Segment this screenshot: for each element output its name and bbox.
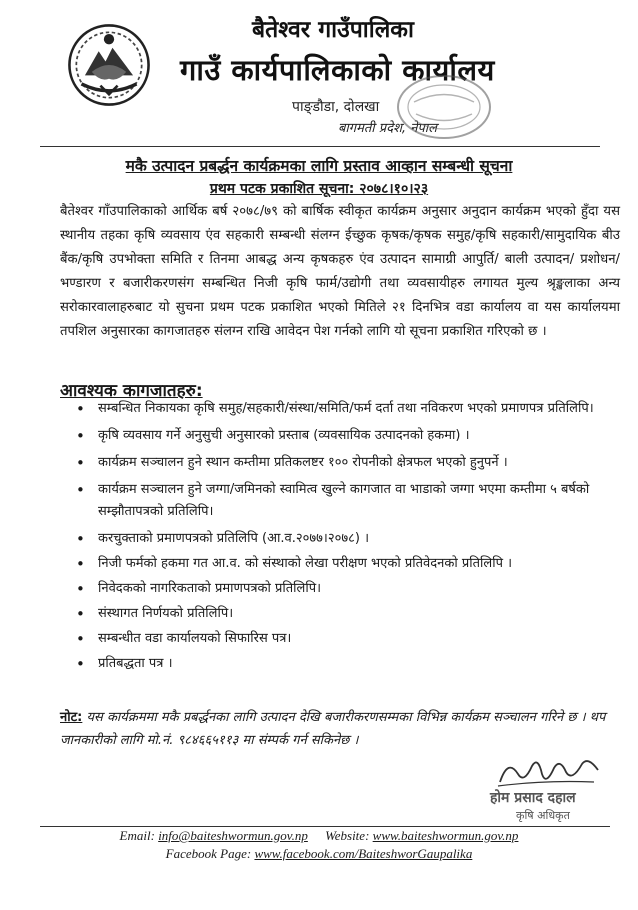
website-link[interactable]: www.baiteshwormun.gov.np: [372, 828, 519, 843]
footer-divider: [40, 826, 610, 827]
list-item: • निजी फर्मको हकमा गत आ.व. को संस्थाको लेखा परीक्षण भएको प्रतिवेदनको प्रतिलिपि ।: [72, 553, 612, 575]
office-name: गाउँ कार्यपालिकाको कार्यालय: [180, 53, 495, 87]
documents-heading: आवश्यक कागजातहरु:: [60, 381, 203, 401]
note-label: नोट:: [60, 710, 83, 725]
notice-publication-date: प्रथम पटक प्रकाशित सूचना: २०७८।१०।२३: [209, 181, 429, 197]
notice-body: बैतेश्वर गाँउपालिकाको आर्थिक बर्ष २०७८/७९ को बार्षिक स्वीकृत कार्यक्रम अनुसार अनुदान कार्यक्रम भएको हुँदा यस स्थानीय तहका कृषि व्यवसाय एंव सहकारी सम्बन्धी संलग्न ईच्छुक कृषक/कृषक समुह/कृषि सहकारी/सामुदायिक बीउ बैंक/कृषि उपभोक्ता समिति र तिनमा आबद्ध अन्य कृषकहरु एंव उत्पादन सामाग्री आपुर्ति/ बाली उत्पादन/ प्रशोधन/ भण्डारण र बजारीकरणसंग सम्बन्धित निजी कृषि फार्म/उद्योगी तथा व्यवसायीहरु लगायत मुल्य श्रृङ्खलाका अन्य सरोकारवालाहरुबाट यो सुचना प्रथम पटक प्रकाशित भएको मितिले २१ दिनभित्र वडा कार्यालय वा यस कार्यालयमा तपशिल अनुसारका कागजातहरु संलग्न राखि आवेदन पेश गर्नको लागि यो सूचना प्रकाशित गरिएको छ ।: [60, 204, 620, 339]
nepal-emblem-icon: [66, 22, 152, 108]
municipality-name: बैतेश्वर गाउँपालिका: [252, 17, 414, 43]
facebook-label: Facebook Page:: [165, 846, 252, 861]
signatory-name: होम प्रसाद दहाल: [490, 790, 576, 806]
list-item: • कार्यक्रम सञ्चालन हुने जग्गा/जमिनको स्वामित्व खुल्ने कागजात वा भाडाको जग्गा भएमा कम्तीमा ५ बर्षको सम्झौतापत्रको प्रतिलिपि।: [72, 479, 612, 523]
website-label: Website:: [325, 828, 370, 843]
list-item: • कार्यक्रम सञ्चालन हुने स्थान कम्तीमा प्रतिकलष्टर १०० रोपनीको क्षेत्रफल भएको हुनुपर्ने ।: [72, 452, 612, 474]
email-label: Email:: [119, 828, 155, 843]
email-link[interactable]: info@baiteshwormun.gov.np: [158, 828, 308, 843]
handwritten-signature-icon: [494, 752, 604, 792]
footer-facebook: [0, 846, 638, 862]
list-item: • कृषि व्यवसाय गर्ने अनुसुची अनुसारको प्रस्ताब (व्यवसायिक उत्पादनको हकमा) ।: [72, 425, 612, 447]
office-address: पाङ्डौडा, दोलखा: [292, 99, 380, 115]
header-divider: [40, 146, 600, 147]
list-item: • करचुक्ताको प्रमाणपत्रको प्रतिलिपि (आ.व.२०७७।२०७८) ।: [72, 528, 612, 550]
documents-list: [72, 398, 612, 675]
list-item: • प्रतिबद्धता पत्र ।: [72, 653, 612, 675]
list-item: • सम्बन्धीत वडा कार्यालयको सिफारिस पत्र।: [72, 628, 612, 650]
list-item: • सम्बन्धित निकायका कृषि समुह/सहकारी/संस्था/समिति/फर्म दर्ता तथा नविकरण भएको प्रमाणपत्र प्रतिलिपि।: [72, 398, 612, 420]
notice-title: मकै उत्पादन प्रबर्द्धन कार्यक्रमका लागि प्रस्ताव आव्हान सम्बन्धी सूचना: [125, 157, 513, 175]
list-item: • संस्थागत निर्णयको प्रतिलिपि।: [72, 603, 612, 625]
facebook-link[interactable]: www.facebook.com/BaiteshworGaupalika: [254, 846, 473, 861]
office-stamp-icon: [394, 72, 494, 142]
note-text: यस कार्यक्रममा मकै प्रबर्द्धनका लागि उत्पादन देखि बजारीकरणसम्मका विभिन्न कार्यक्रम सञ्चालन गरिने छ । थप जानकारीको लागि मो.नं. ९८४६६५११३ मा संम्पर्क गर्न सकिनेछ ।: [60, 710, 606, 748]
note-paragraph: [60, 706, 620, 752]
footer-contact: [0, 828, 638, 844]
office-province: बागमती प्रदेश, नेपाल: [338, 121, 437, 136]
list-item: • निवेदकको नागरिकताको प्रमाणपत्रको प्रतिलिपि।: [72, 578, 612, 600]
signatory-title: कृषि अधिकृत: [516, 809, 570, 822]
